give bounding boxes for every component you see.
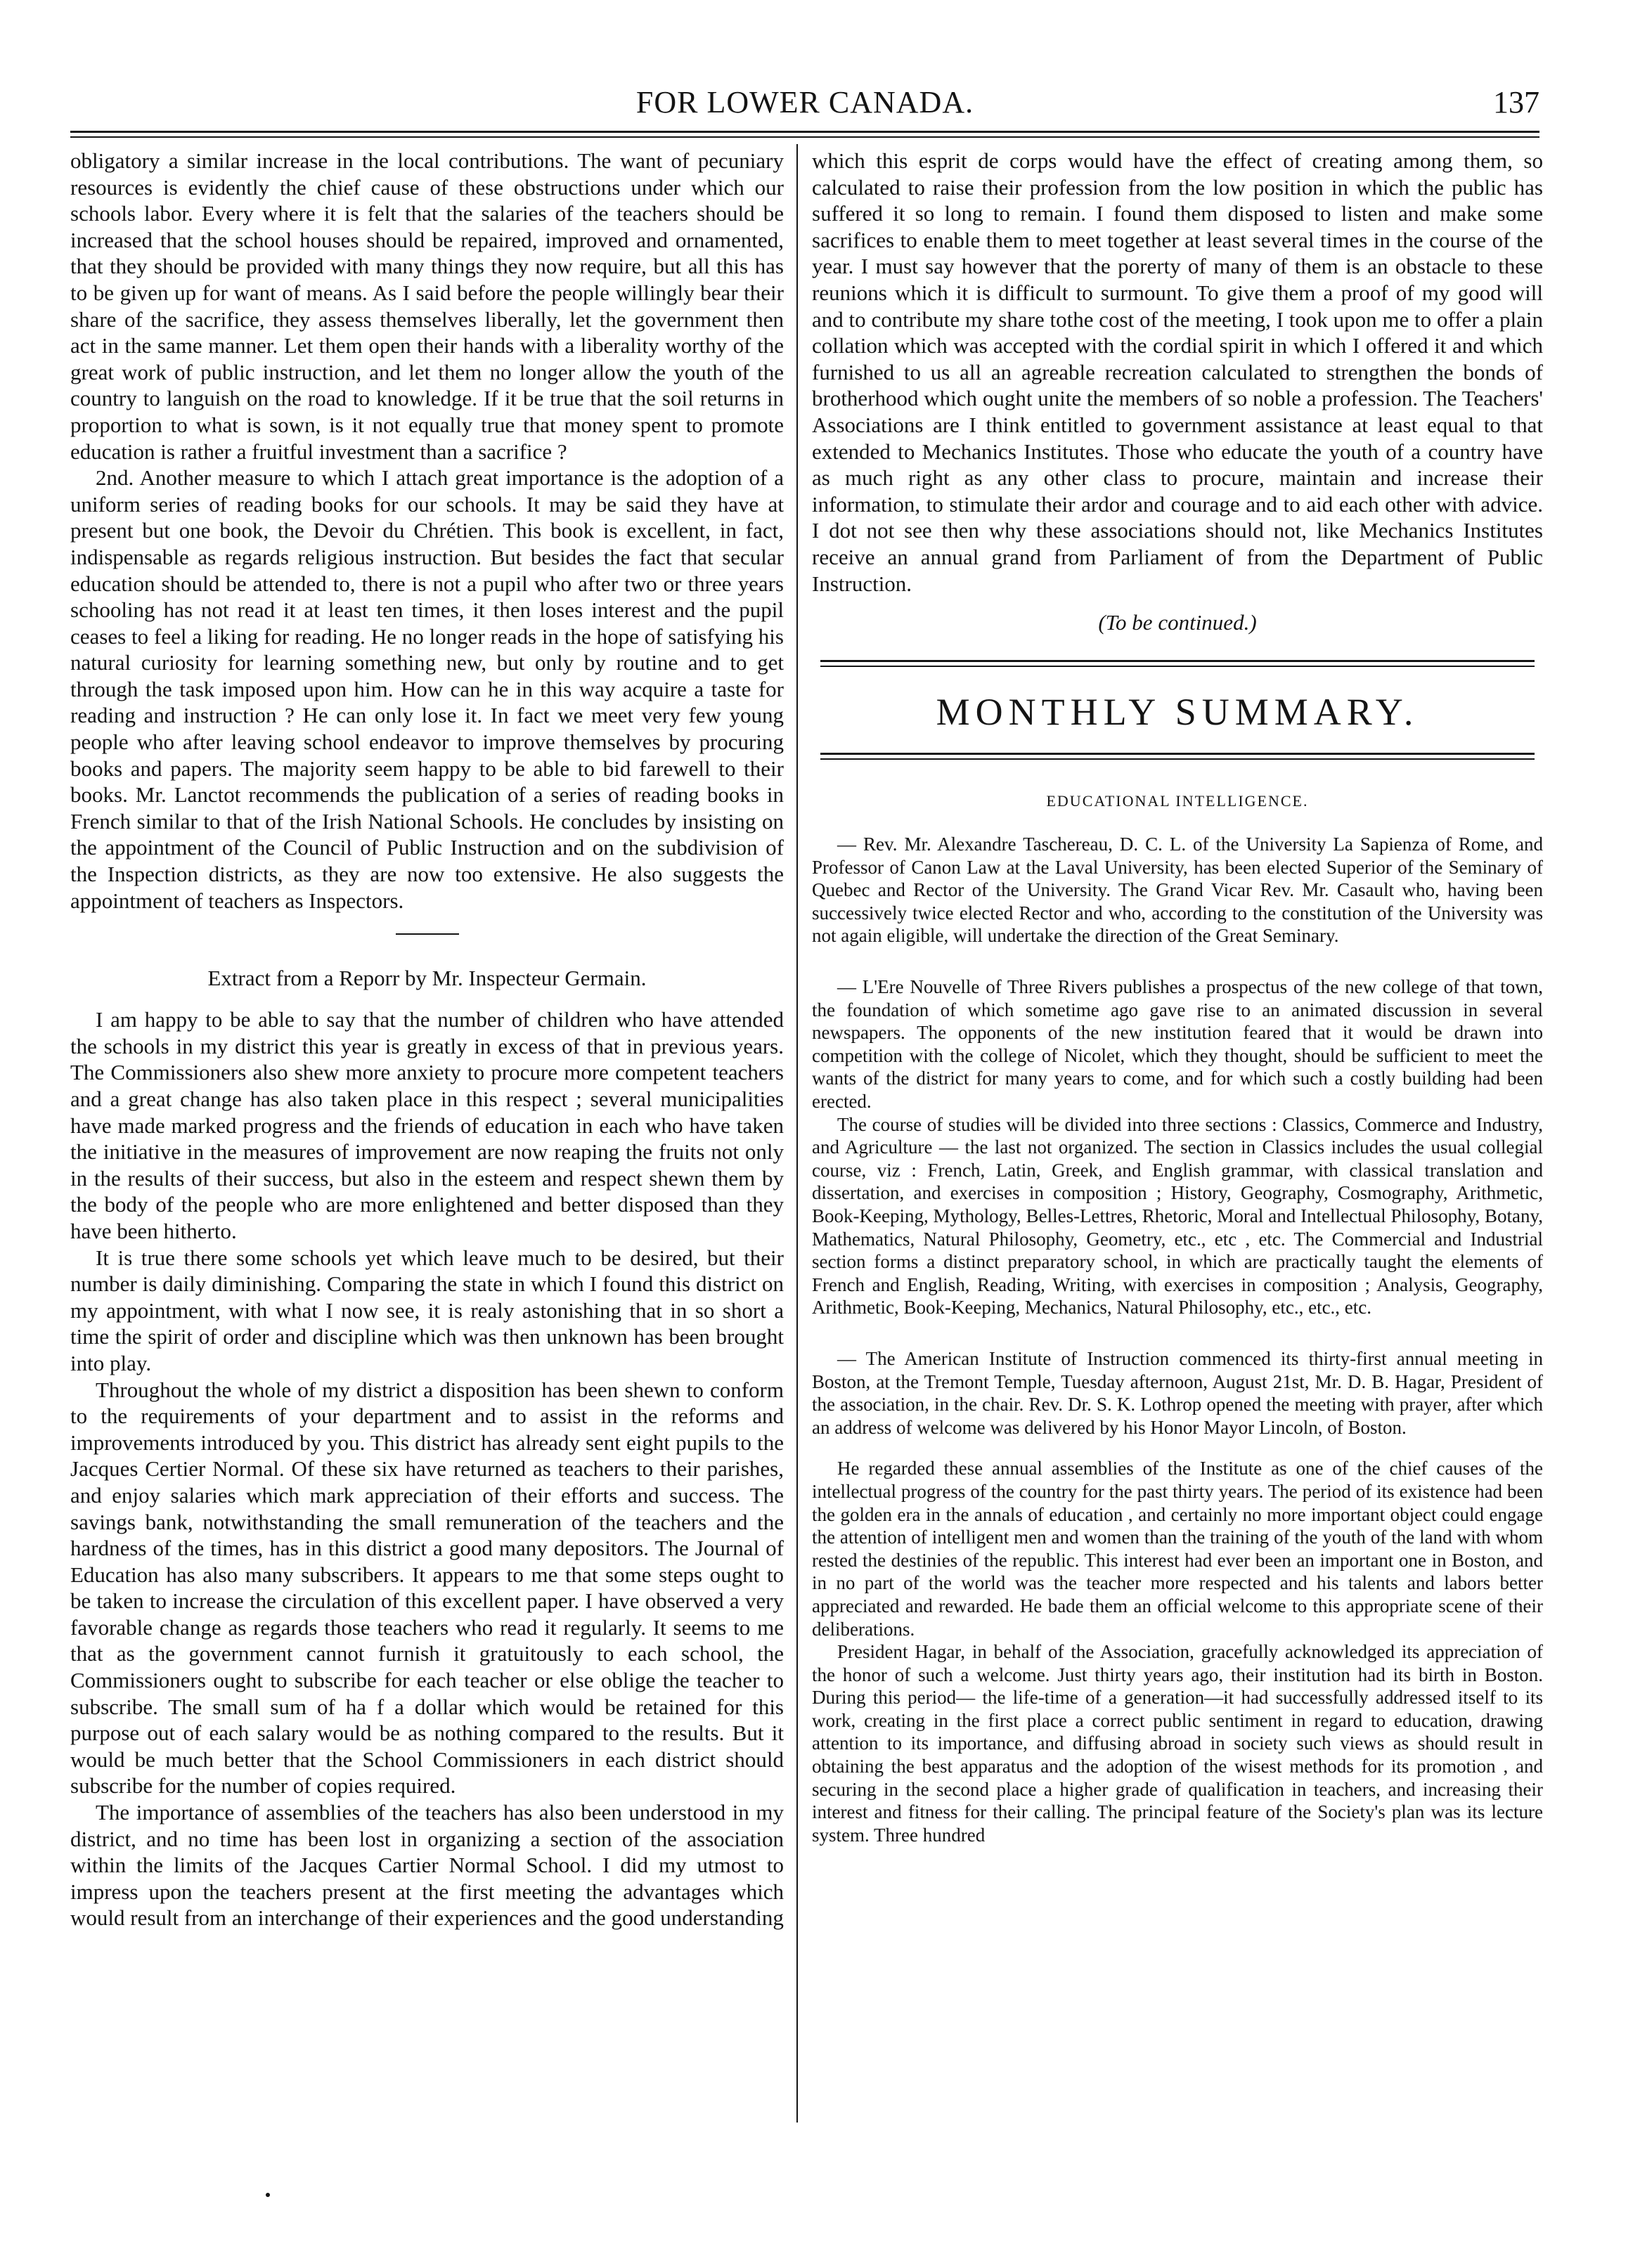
running-title: FOR LOWER CANADA.	[635, 85, 974, 119]
header-rule-top	[70, 131, 1539, 133]
running-head	[70, 83, 1539, 122]
column-divider	[796, 144, 798, 2123]
ink-dot	[266, 2193, 270, 2197]
page-number: 137	[1493, 85, 1539, 119]
subsection-heading: EDUCATIONAL INTELLIGENCE.	[1046, 792, 1309, 810]
summary-rule-top-inner	[820, 666, 1535, 667]
news-item: — L'Ere Nouvelle of Three Rivers publishes a prospectus of the new college of that town, the foundation of which sometime ago gave rise to an animated discussion in several newspapers. The opponents of the new institution feared that it would be drawn into competition with the college of Nicolet, which they thought, should be sufficient to meet the wants of the district for many years to come, and for which such a costly building had been erected.	[812, 976, 1543, 1113]
continued-paragraph: which this esprit de corps would have the effect of creating among them, so calculated to raise their profession from the low position in which the public has suffered it so long to remain. I found them disposed to listen and make some sacrifices to enable them to meet together at least several times in the course of the year. I must say however that the porerty of many of them is an obstacle to these reunions which it is difficult to surmount. To give them a proof of my good will and to contribute my share tothe cost of the meeting, I took upon me to offer a plain collation which was accepted with the cordial spirit in which I offered it and which furnished to us all an agreable recreation calculated to strengthen the bonds of brotherhood which ought unite the members of so noble a profession. The Teachers' Associations are I think entitled to government assistance at least equal to that extended to Mechanics Institutes. Those who educate the youth of a country have as much right as any other class to procure, maintain and increase their information, to stimulate their ardor and courage and to aid each other with advice. I dot not see then why these associations should not, like Mechanics Institutes receive an annual grand from Parliament of from the Department of Public Instruction.	[812, 148, 1543, 596]
paragraph: I am happy to be able to say that the number of children who have attended the schools in my district this year is greatly in excess of that in previous years. The Commissioners also shew more anxiety to procure more competent teachers and a great change has also taken place in this respect ; several municipalities have made marked progress and the friends of education in each who have taken the initiative in the measures of improvement are now reaping the fruits not only in the results of their success, but also in the esteem and respect shewn them by the body of the people who are more enlightened and better disposed than they have been hitherto.	[70, 1007, 784, 1243]
news-item: — Rev. Mr. Alexandre Taschereau, D. C. L. of the University La Sapienza of Rome, and Professor of Canon Law at the Laval University, has been elected Superior of the Seminary of Quebec and Rector of the University. The Grand Vicar Rev. Mr. Casault who, having been successively twice elected Rector and who, according to the constitution of the University was not again eligible, will undertake the direction of the Great Seminary.	[812, 834, 1543, 947]
paragraph: It is true there some schools yet which leave much to be desired, but their number is daily diminishing. Comparing the state in which I found this district on my appointment, with what I now see, it is realy astonishing that in so short a time the spirit of order and discipline which was then unknown has been brought into play.	[70, 1245, 784, 1375]
to-be-continued-note: (To be continued.)	[1098, 610, 1257, 635]
paragraph: 2nd. Another measure to which I attach great importance is the adoption of a uniform series of reading books for our schools. It may be said they have at present but one book, the Devoir du Chrétien. This book is excellent, in fact, indispensable as regards religious instruction. But besides the fact that secular education should be attended to, there is not a pupil who after two or three years schooling has not read it at least ten times, it then loses interest and the pupil ceases to feel a liking for reading. He no longer reads in the hope of satisfying his natural curiosity for learning something new, but only by routine and to get through the task imposed upon him. How can he in this way acquire a taste for reading and instruction ? He can only lose it. In fact we meet very few young people who after leaving school endeavor to improve themselves by procuring books and papers. The majority seem happy to be able to bid farewell to their books. Mr. Lanctot recommends the publication of a series of reading books in French similar to that of the Irish National Schools. He concludes by insisting on the appointment of the Council of Public Instruction and on the subdivision of the Inspection districts, as they are now too extensive. He also suggests the appointment of teachers as Inspectors.	[70, 465, 784, 913]
left-column	[70, 148, 784, 1931]
news-item: President Hagar, in behalf of the Association, gracefully acknowledged its appreciation of the honor of such a welcome. Just thirty years ago, their institution had its birth in Boston. During this period— the life-time of a generation—it had successfully addressed itself to its work, creating in the first place a correct public sentiment in regard to education, drawing attention to its importance, and diffusing abroad in society such views as should result in obtaining the best apparatus and the adoption of the wisest methods for its promotion , and securing in the second place a higher grade of qualification in teachers, and increasing their interest and fitness for their calling. The principal feature of the Society's plan was its lecture system. Three hundred	[812, 1641, 1543, 1846]
news-item: — The American Institute of Instruction commenced its thirty-first annual meeting in Boston, at the Tremont Temple, Tuesday afternoon, August 21st, Mr. D. B. Hagar, President of the association, in the chair. Rev. Dr. S. K. Lothrop opened the meeting with prayer, after which an address of welcome was delivered by his Honor Mayor Lincoln, of Boston.	[812, 1347, 1543, 1438]
news-item: The course of studies will be divided into three sections : Classics, Commerce and Industry, and Agriculture — the last not organized. The section in Classics includes the usual collegial course, viz : French, Latin, Greek, and English grammar, with classical translation and dissertation, and exercises in composition ; History, Geography, Cosmography, Arithmetic, Book-Keeping, Mythology, Belles-Lettres, Rhetoric, Moral and Intellectual Philosophy, Botany, Mathematics, Natural Philosophy, Geometry, etc., etc , etc. The Commercial and Industrial section forms a distinct preparatory school, in which are practically taught the elements of French and English, Reading, Writing, with exercises in composition ; Analysis, Geography, Arithmetic, Book-Keeping, Mechanics, Natural Philosophy, etc., etc., etc.	[812, 1113, 1543, 1318]
paragraph: Throughout the whole of my district a disposition has been shewn to conform to the requirements of your department and to assist in the reforms and improvements introduced by you. This district has already sent eight pupils to the Jacques Certier Normal. Of these six have returned as teachers to their parishes, and enjoy salaries which mark appreciation of their efforts and success. The savings bank, notwithstanding the small remuneration of the teachers and the hardness of the times, has in this district a good many depositors. The Journal of Education has also many subscribers. It appears to me that some steps ought to be taken to increase the circulation of this excellent paper. I have observed a very favorable change as regards those teachers who read it regularly. It seems to me that as the government cannot furnish it gratuitously to each school, the Commissioners ought to subscribe for each teacher or else oblige the teacher to subscribe. The small sum of ha f a dollar which would be retained for this purpose out of each salary would be as nothing compared to the results. But it would be much better that the School Commissioners in each district should subscribe for the number of copies required.	[70, 1377, 784, 1799]
summary-rule-bottom	[820, 753, 1535, 755]
right-column	[812, 148, 1543, 1846]
news-items	[812, 833, 1543, 1846]
summary-rule-bottom-inner	[820, 758, 1535, 760]
news-item: He regarded these annual assemblies of the Institute as one of the chief causes of the intellectual progress of the country for the past thirty years. The period of its existence had been the golden era in the annals of education , and certainly no more important object could engage the attention of intelligent men and women than the training of the youth of the land with whom rested the destinies of the republic. This interest had ever been an important one in Boston, and in no part of the world was the teacher more respected and his talents and labors better appreciated and rewarded. He bade them an official welcome to this appropriate scene of their deliberations.	[812, 1458, 1543, 1640]
summary-rule-top	[820, 660, 1535, 662]
header-rule-bottom	[70, 136, 1539, 138]
section-separator	[396, 933, 459, 935]
monthly-summary-heading: MONTHLY SUMMARY.	[936, 691, 1419, 734]
paragraph: obligatory a similar increase in the local contributions. The want of pecuniary resources is evidently the chief cause of these obstructions under which our schools labor. Every where it is felt that the salaries of the teachers should be increased that the school houses should be repaired, improved and ornamented, that they should be provided with many things they now require, but all this has to be given up for want of means. As I said before the people willingly bear their share of the sacrifice, they assess themselves liberally, let the government then act in the same manner. Let them open their hands with a liberality worthy of the great work of public instruction, and let them no longer allow the youth of the country to languish on the road to knowledge. If it be true that the soil returns in proportion to what is sown, is it not equally true that money spent to promote education is rather a fruitful investment than a sacrifice ?	[70, 148, 784, 464]
paragraph: The importance of assemblies of the teachers has also been understood in my district, and no time has been lost in organizing a section of the association within the limits of the Jacques Cartier Normal School. I did my utmost to impress upon the teachers present at the first meeting the advantages which would result from an interchange of their experiences and the good understanding	[70, 1800, 784, 1931]
section-heading: Extract from a Reporr by Mr. Inspecteur Germain.	[207, 966, 647, 991]
